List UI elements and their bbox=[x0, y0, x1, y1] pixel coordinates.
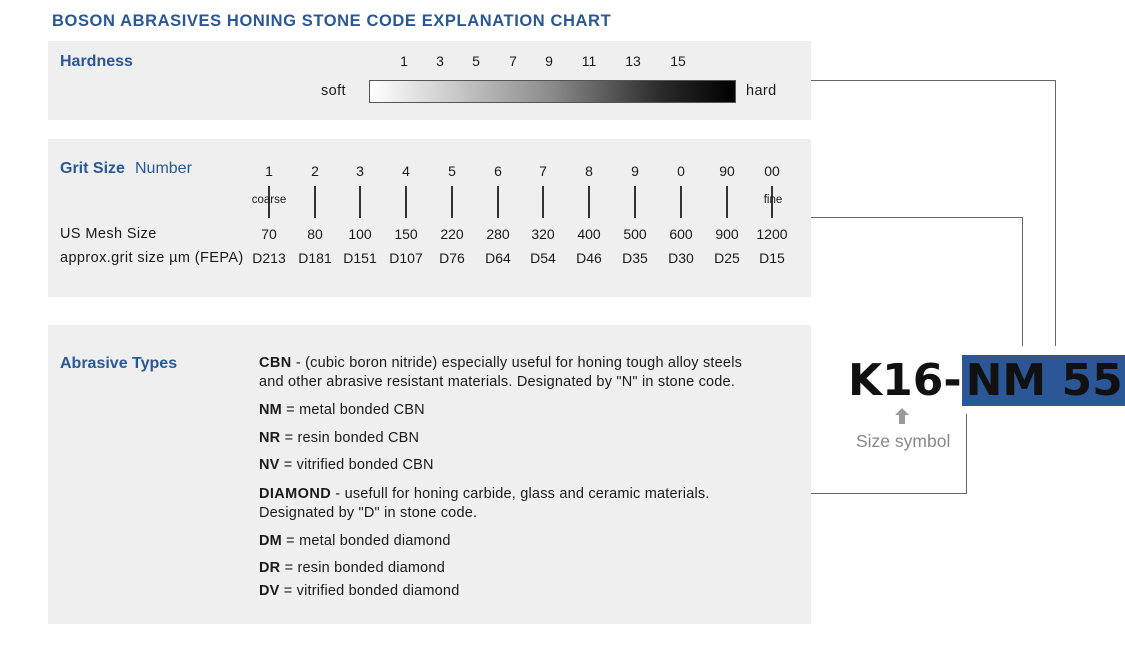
fine-label: fine bbox=[763, 194, 783, 206]
dv-term: DV bbox=[259, 583, 280, 599]
fepa-value: D151 bbox=[343, 250, 377, 266]
nm-term: NM bbox=[259, 402, 282, 418]
abrasive-connector-v bbox=[966, 414, 967, 494]
dm-term: DM bbox=[259, 533, 282, 549]
diamond-term: DIAMOND bbox=[259, 486, 332, 502]
grit-tick bbox=[588, 186, 590, 218]
mesh-size-value: 70 bbox=[261, 226, 277, 242]
dv-item bbox=[259, 583, 459, 599]
mesh-size-value: 900 bbox=[715, 226, 739, 242]
nv-item bbox=[259, 457, 434, 473]
grit-number: 0 bbox=[677, 163, 685, 179]
grit-tick bbox=[451, 186, 453, 218]
grit-number-label: Number bbox=[135, 160, 192, 177]
diamond-text: - usefull for honing carbide, glass and ceramic materials. Designated by "D" in stone code. bbox=[259, 486, 710, 521]
dr-text: = resin bonded diamond bbox=[280, 560, 445, 576]
mesh-size-label: US Mesh Size bbox=[60, 226, 157, 242]
grit-tick bbox=[634, 186, 636, 218]
grit-tick bbox=[359, 186, 361, 218]
hardness-scale-value: 3 bbox=[436, 53, 444, 69]
mesh-size-value: 320 bbox=[531, 226, 555, 242]
grit-number: 2 bbox=[311, 163, 319, 179]
grit-tick bbox=[314, 186, 316, 218]
fepa-value: D107 bbox=[389, 250, 423, 266]
size-symbol-label: Size symbol bbox=[856, 431, 951, 451]
dm-item bbox=[259, 533, 451, 549]
fepa-value: D181 bbox=[298, 250, 332, 266]
fepa-value: D35 bbox=[622, 250, 648, 266]
nv-text: = vitrified bonded CBN bbox=[279, 457, 434, 473]
grit-tick bbox=[405, 186, 407, 218]
abrasive-connector-h bbox=[811, 493, 967, 494]
hardness-scale-value: 1 bbox=[400, 53, 408, 69]
fepa-label: approx.grit size µm (FEPA) bbox=[60, 250, 244, 266]
stone-code bbox=[848, 356, 1125, 406]
grit-connector-v bbox=[1022, 217, 1023, 346]
page-title: BOSON ABRASIVES HONING STONE CODE EXPLANATION CHART bbox=[52, 12, 612, 30]
hardness-scale-value: 15 bbox=[670, 53, 686, 69]
grit-number: 6 bbox=[494, 163, 502, 179]
nm-text: = metal bonded CBN bbox=[281, 402, 425, 418]
mesh-size-value: 220 bbox=[440, 226, 464, 242]
grit-number: 8 bbox=[585, 163, 593, 179]
mesh-size-value: 500 bbox=[623, 226, 647, 242]
cbn-text: - (cubic boron nitride) especially useful for honing tough alloy steels and other abrasive resistant materials. Designated by "N" in stone code. bbox=[259, 355, 743, 390]
dm-text: = metal bonded diamond bbox=[281, 533, 451, 549]
cbn-term: CBN bbox=[259, 355, 292, 371]
grit-number: 00 bbox=[764, 163, 780, 179]
dr-term: DR bbox=[259, 560, 281, 576]
nr-term: NR bbox=[259, 430, 281, 446]
nr-text: = resin bonded CBN bbox=[280, 430, 420, 446]
mesh-size-value: 400 bbox=[577, 226, 601, 242]
mesh-size-value: 600 bbox=[669, 226, 693, 242]
hardness-connector-v bbox=[1055, 80, 1056, 346]
mesh-size-value: 150 bbox=[394, 226, 418, 242]
fepa-value: D64 bbox=[485, 250, 511, 266]
grit-number: 3 bbox=[356, 163, 364, 179]
mesh-size-value: 1200 bbox=[756, 226, 788, 242]
nr-item bbox=[259, 430, 419, 446]
grit-tick bbox=[680, 186, 682, 218]
stone-code-prefix: K16- bbox=[848, 355, 962, 406]
grit-tick bbox=[497, 186, 499, 218]
hardness-label: Hardness bbox=[60, 53, 133, 70]
grit-number: 4 bbox=[402, 163, 410, 179]
dr-item bbox=[259, 560, 445, 576]
coarse-label: coarse bbox=[251, 194, 287, 206]
grit-number: 90 bbox=[719, 163, 735, 179]
fepa-value: D25 bbox=[714, 250, 740, 266]
fepa-value: D15 bbox=[759, 250, 785, 266]
mesh-size-value: 280 bbox=[486, 226, 510, 242]
grit-number: 9 bbox=[631, 163, 639, 179]
dv-text: = vitrified bonded diamond bbox=[279, 583, 460, 599]
hardness-scale-value: 13 bbox=[625, 53, 641, 69]
grit-tick bbox=[726, 186, 728, 218]
hardness-scale-value: 5 bbox=[472, 53, 480, 69]
hardness-gradient-bar bbox=[369, 80, 736, 103]
fepa-value: D54 bbox=[530, 250, 556, 266]
grit-number: 7 bbox=[539, 163, 547, 179]
cbn-description bbox=[259, 354, 759, 391]
fepa-value: D213 bbox=[252, 250, 286, 266]
grit-size-label: Grit Size bbox=[60, 160, 125, 177]
grit-number: 5 bbox=[448, 163, 456, 179]
mesh-size-value: 80 bbox=[307, 226, 323, 242]
hard-label: hard bbox=[746, 83, 777, 99]
fepa-value: D46 bbox=[576, 250, 602, 266]
abrasive-types-label: Abrasive Types bbox=[60, 355, 178, 372]
hardness-connector-h bbox=[811, 80, 1056, 81]
nv-term: NV bbox=[259, 457, 280, 473]
nm-item bbox=[259, 402, 425, 418]
mesh-size-value: 100 bbox=[348, 226, 372, 242]
hardness-scale-value: 9 bbox=[545, 53, 553, 69]
fepa-value: D30 bbox=[668, 250, 694, 266]
arrow-up-icon bbox=[893, 406, 911, 426]
grit-tick bbox=[542, 186, 544, 218]
stone-code-highlight: NM 55 bbox=[962, 355, 1125, 406]
hardness-scale-value: 7 bbox=[509, 53, 517, 69]
hardness-scale-value: 11 bbox=[581, 53, 597, 69]
grit-connector-h bbox=[811, 217, 1023, 218]
diamond-description bbox=[259, 485, 779, 522]
fepa-value: D76 bbox=[439, 250, 465, 266]
grit-number: 1 bbox=[265, 163, 273, 179]
soft-label: soft bbox=[321, 83, 346, 99]
